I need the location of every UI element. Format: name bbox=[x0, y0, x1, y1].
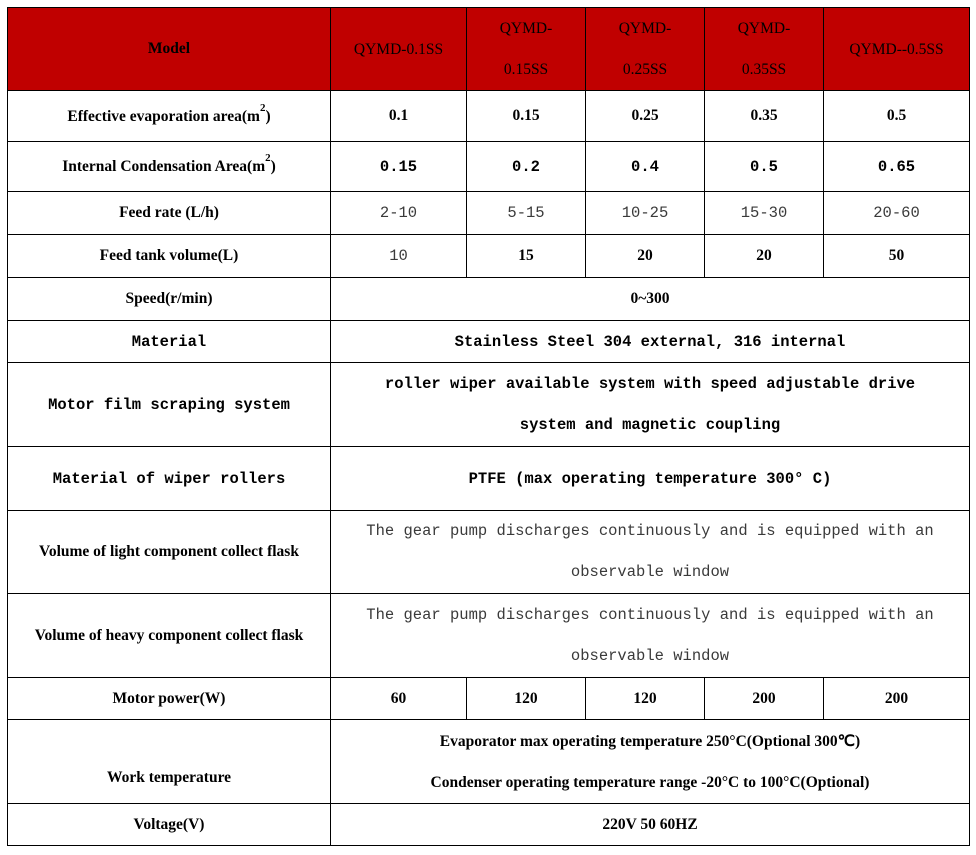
table-row bbox=[8, 192, 970, 235]
row-label-heavy-flask: Volume of heavy component collect flask bbox=[8, 594, 331, 678]
light-flask-line1: The gear pump discharges continuously and is equipped with an bbox=[366, 522, 934, 540]
header-model-1: QYMD-0.1SS bbox=[331, 8, 467, 91]
header-model-3-line1: QYMD- bbox=[618, 20, 672, 37]
cell: PTFE (max operating temperature 300° C) bbox=[331, 447, 970, 511]
cell: 20-60 bbox=[824, 192, 970, 235]
header-model-4-line2: 0.35SS bbox=[741, 61, 787, 78]
row-label-motor-power: Motor power(W) bbox=[8, 678, 331, 720]
row-label-wiper-material: Material of wiper rollers bbox=[8, 447, 331, 511]
table-row bbox=[8, 235, 970, 278]
cell: 200 bbox=[705, 678, 824, 720]
header-model-2-line2: 0.15SS bbox=[503, 61, 549, 78]
row-label-light-flask: Volume of light component collect flask bbox=[8, 511, 331, 594]
cell: 120 bbox=[586, 678, 705, 720]
header-model-2-line1: QYMD- bbox=[499, 20, 553, 37]
cell: 120 bbox=[467, 678, 586, 720]
table-row bbox=[8, 142, 970, 192]
table-row bbox=[8, 321, 970, 363]
table-row bbox=[8, 804, 970, 846]
table-row bbox=[8, 447, 970, 511]
cell: 0.15 bbox=[331, 142, 467, 192]
header-model-4 bbox=[705, 8, 824, 91]
row-label-speed: Speed(r/min) bbox=[8, 278, 331, 321]
row-label-scraping: Motor film scraping system bbox=[8, 363, 331, 447]
table-row bbox=[8, 278, 970, 321]
cell: 0.25 bbox=[586, 91, 705, 142]
cell: 200 bbox=[824, 678, 970, 720]
cell: 0~300 bbox=[331, 278, 970, 321]
cell: 220V 50 60HZ bbox=[331, 804, 970, 846]
row-label-material: Material bbox=[8, 321, 331, 363]
cell: 20 bbox=[586, 235, 705, 278]
row-label-evap-area: Effective evaporation $area(m^2)$ bbox=[8, 91, 331, 142]
scraping-line1: roller wiper available system with speed adjustable drive bbox=[384, 374, 916, 393]
cell: 0.5 bbox=[705, 142, 824, 192]
cell: 5-15 bbox=[467, 192, 586, 235]
cell: 2-10 bbox=[331, 192, 467, 235]
cell: 20 bbox=[705, 235, 824, 278]
cell: 0.15 bbox=[467, 91, 586, 142]
table-row bbox=[8, 720, 970, 804]
row-label-work-temp: Work temperature bbox=[8, 720, 331, 804]
cell: 0.5 bbox=[824, 91, 970, 142]
header-model-5: QYMD--0.5SS bbox=[824, 8, 970, 91]
cell: Stainless Steel 304 external, 316 internal bbox=[331, 321, 970, 363]
header-model-label: Model bbox=[8, 8, 331, 91]
work-temp-line1: Evaporator max operating temperature 250°C(Optional 300℃) bbox=[439, 732, 861, 750]
cell: 0.4 bbox=[586, 142, 705, 192]
row-label-feed-rate: Feed rate (L/h) bbox=[8, 192, 331, 235]
cell: 10 bbox=[331, 235, 467, 278]
row-label-voltage: Voltage(V) bbox=[8, 804, 331, 846]
cell: 50 bbox=[824, 235, 970, 278]
cell: 15-30 bbox=[705, 192, 824, 235]
cell bbox=[331, 363, 970, 447]
cell: 0.65 bbox=[824, 142, 970, 192]
header-model-2 bbox=[467, 8, 586, 91]
table-row bbox=[8, 511, 970, 594]
heavy-flask-line1: The gear pump discharges continuously and is equipped with an bbox=[366, 605, 934, 624]
cell: 0.2 bbox=[467, 142, 586, 192]
table-row bbox=[8, 91, 970, 142]
cell: 0.35 bbox=[705, 91, 824, 142]
row-label-feed-tank: Feed tank volume(L) bbox=[8, 235, 331, 278]
table-row bbox=[8, 678, 970, 720]
light-flask-line2: observable window bbox=[570, 563, 730, 581]
header-model-3 bbox=[586, 8, 705, 91]
cell: 10-25 bbox=[586, 192, 705, 235]
cell: 0.1 bbox=[331, 91, 467, 142]
table-row bbox=[8, 594, 970, 678]
cell bbox=[331, 511, 970, 594]
cell bbox=[331, 720, 970, 804]
header-model-3-line2: 0.25SS bbox=[622, 61, 668, 78]
spec-table bbox=[7, 7, 970, 846]
row-label-cond-area: Internal Condensation $Area(m^2)$ bbox=[8, 142, 331, 192]
scraping-line2: system and magnetic coupling bbox=[519, 415, 781, 434]
cell bbox=[331, 594, 970, 678]
work-temp-line2: Condenser operating temperature range -20°C to 100°C(Optional) bbox=[430, 773, 870, 791]
cell: 15 bbox=[467, 235, 586, 278]
heavy-flask-line2: observable window bbox=[570, 646, 730, 665]
cell: 60 bbox=[331, 678, 467, 720]
table-row bbox=[8, 363, 970, 447]
header-model-4-line1: QYMD- bbox=[737, 20, 791, 37]
header-row bbox=[8, 8, 970, 91]
